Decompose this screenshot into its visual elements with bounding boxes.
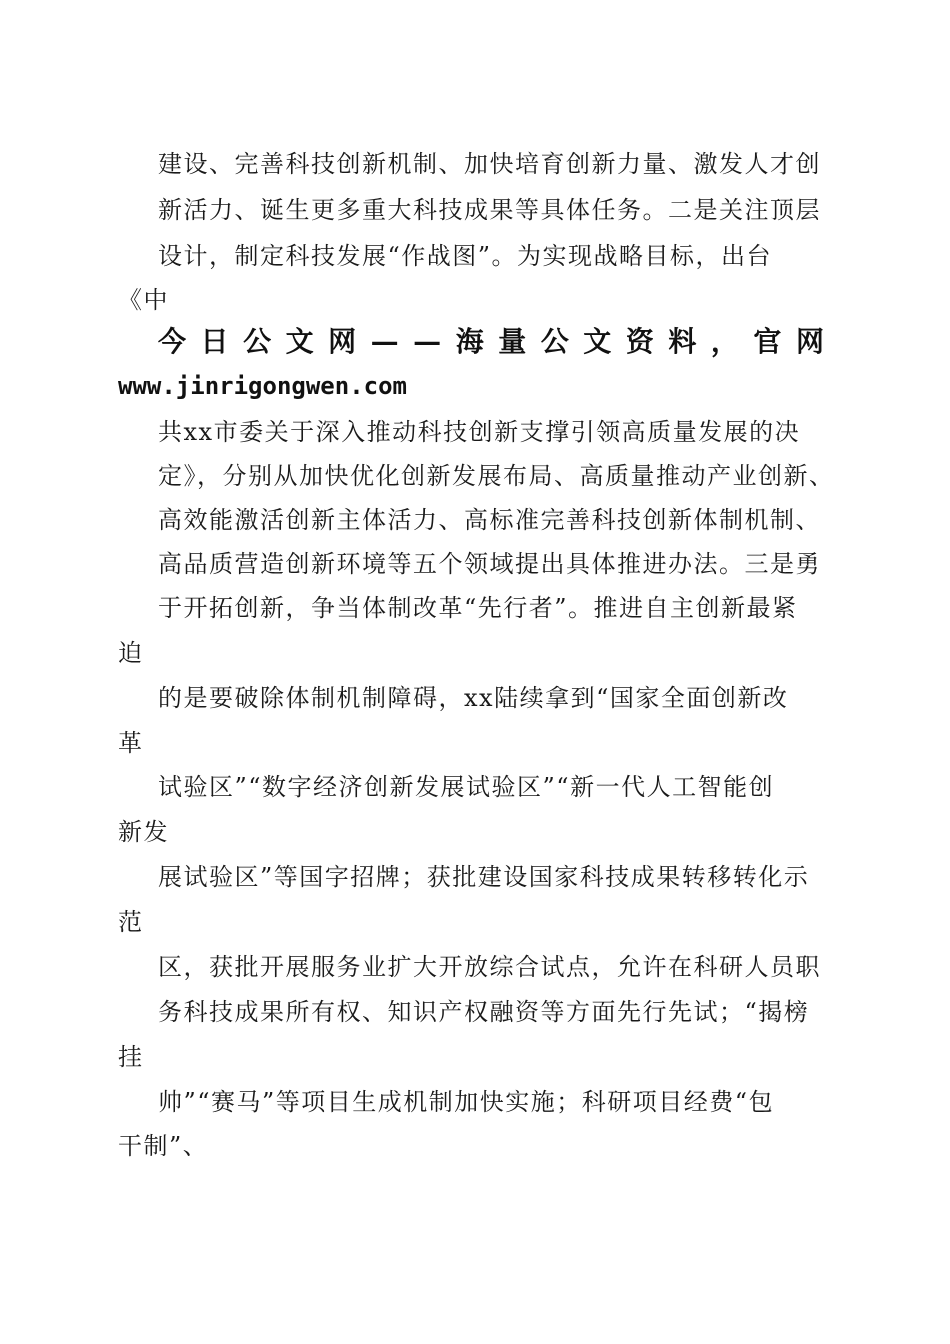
banner-char: — <box>413 325 442 358</box>
text-line: 的是要破除体制机制障碍，xx陆续拿到“国家全面创新改 <box>158 684 789 712</box>
banner-char: 公 <box>243 325 272 358</box>
text-line: 革 <box>118 729 144 757</box>
text-line: 定》，分别从加快优化创新发展布局、高质量推动产业创新、 <box>158 462 835 490</box>
text-line: 高效能激活创新主体活力、高标准完善科技创新体制机制、 <box>158 506 821 534</box>
banner-char: 文 <box>285 325 314 358</box>
text-line: 范 <box>118 908 144 936</box>
text-line: 务科技成果所有权、知识产权融资等方面先行先试；“揭榜 <box>158 998 810 1026</box>
text-line: 高品质营造创新环境等五个领域提出具体推进办法。三是勇 <box>158 550 821 578</box>
banner-char: 资 <box>625 325 654 358</box>
banner-char: — <box>370 325 399 358</box>
banner-char: 日 <box>200 325 229 358</box>
banner-char: 海 <box>455 325 484 358</box>
banner-char: 文 <box>583 325 612 358</box>
text-line: 设计，制定科技发展“作战图”。为实现战略目标，出台 <box>158 242 773 270</box>
text-line: 帅”“赛马”等项目生成机制加快实施；科研项目经费“包 <box>158 1088 775 1116</box>
text-line: 建设、完善科技创新机制、加快培育创新力量、激发人才创 <box>158 150 821 178</box>
text-line: 新发 <box>118 818 169 846</box>
banner-char: 网 <box>795 325 824 358</box>
text-line: 于开拓创新，争当体制改革“先行者”。推进自主创新最紧 <box>158 594 798 622</box>
banner-char: 量 <box>498 325 527 358</box>
text-line: 区，获批开展服务业扩大开放综合试点，允许在科研人员职 <box>158 953 821 981</box>
text-line: 迫 <box>118 639 144 667</box>
text-line: 挂 <box>118 1043 144 1071</box>
text-line: 共xx市委关于深入推动科技创新支撑引领高质量发展的决 <box>158 418 801 446</box>
banner-char: 网 <box>328 325 357 358</box>
text-line: 展试验区”等国字招牌；获批建设国家科技成果转移转化示 <box>158 863 810 891</box>
banner-char: 官 <box>753 325 782 358</box>
text-line: 新活力、诞生更多重大科技成果等具体任务。二是关注顶层 <box>158 196 821 224</box>
watermark-banner <box>158 325 824 359</box>
text-line: 干制”、 <box>118 1132 209 1160</box>
text-line: 《中 <box>118 286 169 314</box>
banner-char: 今 <box>158 325 187 358</box>
banner-char: ， <box>710 325 739 358</box>
banner-char: 公 <box>540 325 569 358</box>
text-line: 试验区”“数字经济创新发展试验区”“新一代人工智能创 <box>158 773 775 801</box>
banner-char: 料 <box>668 325 697 358</box>
watermark-url: www.jinrigongwen.com <box>118 372 407 400</box>
